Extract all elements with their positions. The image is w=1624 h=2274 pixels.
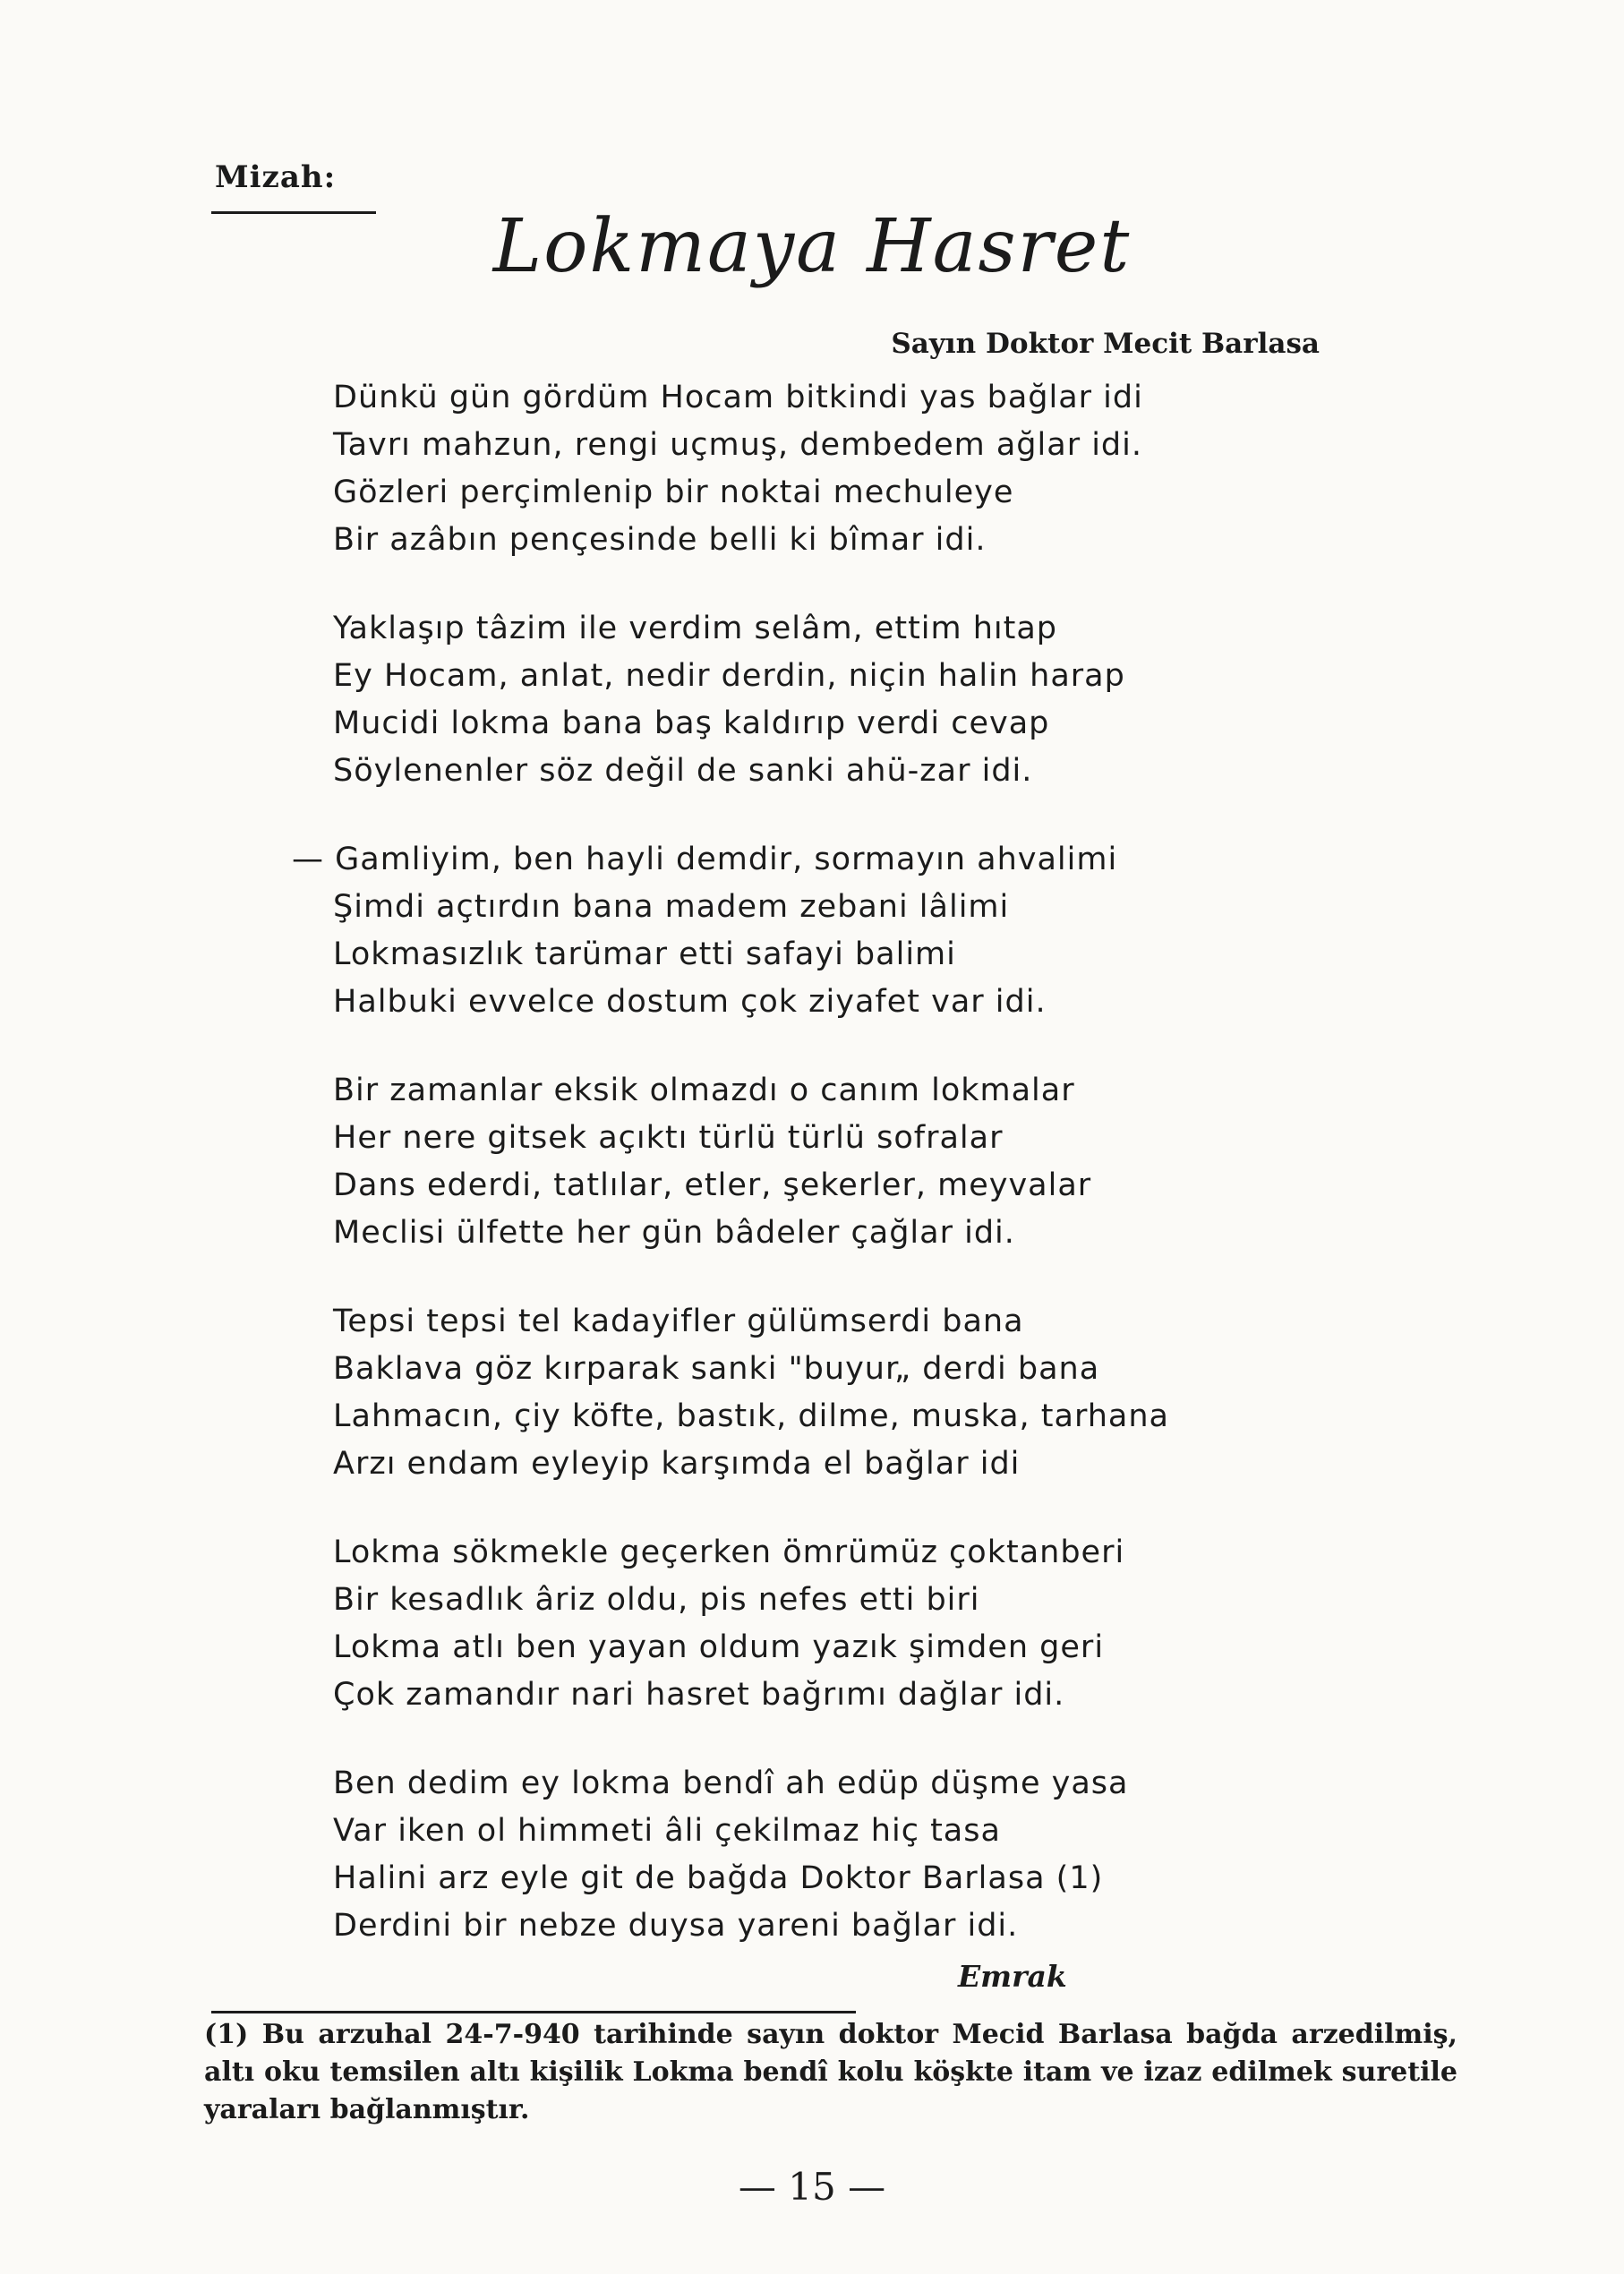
section-label: Mizah: bbox=[215, 159, 337, 195]
poem-line: Bir kesadlık âriz oldu, pis nefes etti biri bbox=[333, 1582, 980, 1618]
poem-line: Bir azâbın pençesinde belli ki bîmar idi. bbox=[333, 522, 987, 558]
poem-line: Var iken ol himmeti âli çekilmaz hiç tasa bbox=[333, 1813, 1001, 1849]
poem-line: Her nere gitsek açıktı türlü türlü sofralar bbox=[333, 1120, 1004, 1156]
poem-line: Lokma sökmekle geçerken ömrümüz çoktanberi bbox=[333, 1535, 1125, 1570]
poem-line: Tavrı mahzun, rengi uçmuş, dembedem ağlar idi. bbox=[333, 427, 1142, 463]
poem-line: Arzı endam eyleyip karşımda el bağlar idi bbox=[333, 1446, 1021, 1482]
poem-line: Baklava göz kırparak sanki "buyur„ derdi bana bbox=[333, 1351, 1100, 1387]
poem-body bbox=[292, 374, 1336, 1991]
poem-line: Ben dedim ey lokma bendî ah edüp düşme yasa bbox=[333, 1765, 1129, 1801]
poem-line: Halbuki evvelce dostum çok ziyafet var idi. bbox=[333, 984, 1047, 1020]
poem-line: Tepsi tepsi tel kadayifler gülümserdi bana bbox=[333, 1304, 1024, 1339]
poem-line: Dans ederdi, tatlılar, etler, şekerler, meyvalar bbox=[333, 1167, 1092, 1203]
stanza-3 bbox=[292, 836, 1336, 1026]
stanza-1 bbox=[333, 374, 1336, 564]
poem-line: Meclisi ülfette her gün bâdeler çağlar idi. bbox=[333, 1215, 1015, 1251]
poem-line: Şimdi açtırdın bana madem zebani lâlimi bbox=[333, 889, 1010, 925]
poem-line: Mucidi lokma bana baş kaldırıp verdi cevap bbox=[333, 705, 1050, 741]
poem-line: Dünkü gün gördüm Hocam bitkindi yas bağlar idi bbox=[333, 380, 1143, 415]
poem-title: Lokmaya Hasret bbox=[492, 204, 1132, 289]
footnote-divider bbox=[211, 2011, 856, 2013]
footnote: (1) Bu arzuhal 24-7-940 tarihinde sayın doktor Mecid Barlasa bağda arzedilmiş, altı oku temsilen altı kişilik Lokma bendî kolu köşkte itam ve izaz edilmek suretile yaraları bağlanmıştır. bbox=[204, 2019, 1457, 2125]
poem-line: Gözleri perçimlenip bir noktai mechuleye bbox=[333, 474, 1014, 510]
poem-line: Ey Hocam, anlat, nedir derdin, niçin halin harap bbox=[333, 658, 1125, 694]
poem-line: Lahmacın, çiy köfte, bastık, dilme, muska, tarhana bbox=[333, 1398, 1170, 1434]
poem-line: — Gamliyim, ben hayli demdir, sormayın ahvalimi bbox=[292, 842, 1118, 877]
poem-line: Lokmasızlık tarümar etti safayi balimi bbox=[333, 936, 956, 972]
stanza-4 bbox=[333, 1067, 1336, 1257]
stanza-5 bbox=[333, 1298, 1336, 1488]
stanza-6 bbox=[333, 1529, 1336, 1719]
poem-line: Söylenenler söz değil de sanki ahü-zar idi. bbox=[333, 753, 1033, 789]
author-signature: Emrak bbox=[958, 1959, 1067, 1994]
stanza-2 bbox=[333, 605, 1336, 795]
poem-line: Lokma atlı ben yayan oldum yazık şimden geri bbox=[333, 1629, 1105, 1665]
page-number: — 15 — bbox=[738, 2165, 886, 2209]
poem-line: Derdini bir nebze duysa yareni bağlar idi. bbox=[333, 1908, 1019, 1944]
poem-line: Bir zamanlar eksik olmazdı o canım lokmalar bbox=[333, 1073, 1075, 1108]
poem-line: Halini arz eyle git de bağda Doktor Barlasa (1) bbox=[333, 1860, 1104, 1896]
stanza-7 bbox=[333, 1760, 1336, 1950]
poem-line: Yaklaşıp tâzim ile verdim selâm, ettim hıtap bbox=[333, 611, 1058, 646]
poem-line: Çok zamandır nari hasret bağrımı dağlar idi. bbox=[333, 1677, 1065, 1713]
dedication: Sayın Doktor Mecit Barlasa bbox=[891, 328, 1320, 360]
